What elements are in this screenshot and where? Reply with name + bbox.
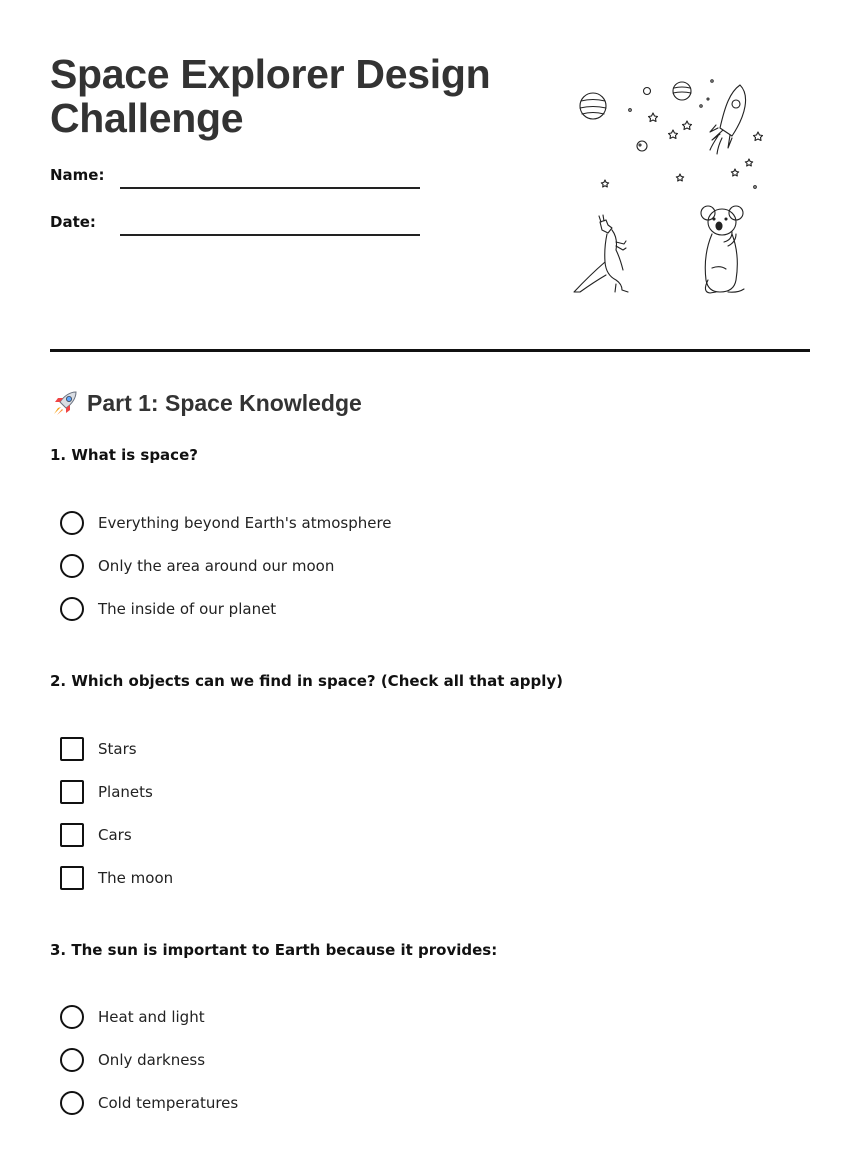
radio-option[interactable] [60,596,276,622]
option-label: The inside of our planet [98,600,277,618]
kangaroo-drawing [574,215,628,292]
section-divider [50,349,810,352]
checkbox-option[interactable] [60,736,137,762]
question-1: 1. What is space? [50,446,198,464]
checkbox[interactable] [60,823,84,847]
option-label: Only darkness [98,1051,206,1069]
radio-button[interactable] [60,597,84,621]
checkbox[interactable] [60,780,84,804]
name-label: Name: [50,166,105,184]
radio-option[interactable] [60,510,392,536]
checkbox-option[interactable] [60,865,173,891]
option-label: The moon [98,869,174,887]
option-label: Cars [98,826,132,844]
rocket-icon [50,388,80,418]
checkbox[interactable] [60,866,84,890]
question-3: 3. The sun is important to Earth because it provides: [50,941,498,959]
koala-drawing [701,206,744,293]
radio-option[interactable] [60,1004,205,1030]
tiny-planet-icon [644,88,651,95]
radio-button[interactable] [60,1091,84,1115]
planet-icon [580,93,606,119]
checkbox[interactable] [60,737,84,761]
option-label: Only the area around our moon [98,557,335,575]
radio-button[interactable] [60,1048,84,1072]
page-title: Space Explorer Design Challenge [50,51,491,141]
radio-button[interactable] [60,1005,84,1029]
option-label: Planets [98,783,153,801]
checkbox-option[interactable] [60,779,153,805]
option-label: Heat and light [98,1008,205,1026]
checkbox-option[interactable] [60,822,132,848]
radio-option[interactable] [60,1047,205,1073]
radio-button[interactable] [60,511,84,535]
space-scene-illustration [560,70,780,305]
radio-option[interactable] [60,553,334,579]
radio-option[interactable] [60,1090,238,1116]
stars-icon [601,80,762,188]
small-planet-icon [673,82,691,100]
option-label: Everything beyond Earth's atmosphere [98,514,392,532]
question-2: 2. Which objects can we find in space? (Check all that apply) [50,672,563,690]
date-label: Date: [50,213,96,231]
section-title: Part 1: Space Knowledge [87,389,362,416]
radio-button[interactable] [60,554,84,578]
name-field[interactable] [120,187,420,189]
option-label: Stars [98,740,137,758]
date-field[interactable] [120,234,420,236]
option-label: Cold temperatures [98,1094,239,1112]
section-header [50,388,362,418]
rocket-drawing [710,85,746,154]
moon-icon [637,141,647,151]
